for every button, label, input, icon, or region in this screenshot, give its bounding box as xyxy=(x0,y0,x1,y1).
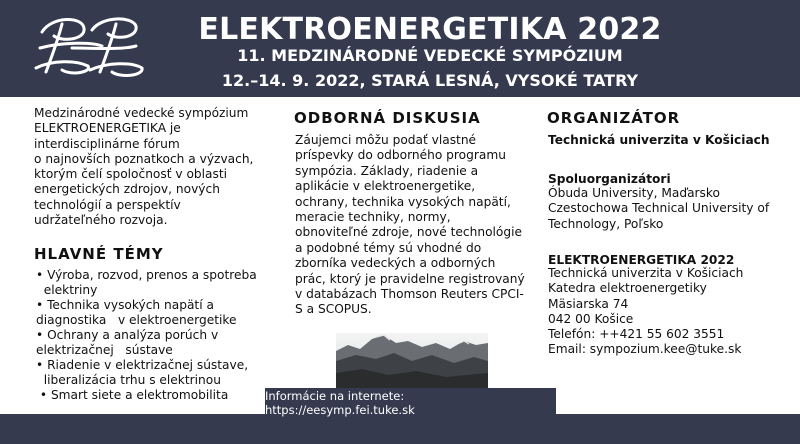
discussion-line: prác, ktorý je pravidelne registrovaný xyxy=(295,271,525,286)
list-item: • Technika vysokých napätí a diagnostika v elektroenergetike xyxy=(36,298,237,327)
discussion-line: S a SCOPUS. xyxy=(295,302,372,317)
mountain-photo xyxy=(336,333,488,389)
intro-line: ELEKTROENERGETIKA je xyxy=(34,121,181,136)
list-item: • Ochrany a analýza porúch v elektrizačnej sústave xyxy=(36,328,219,357)
website-info[interactable]: Informácie na internete: https://eesymp.fei.tuke.sk xyxy=(265,388,556,418)
footer-bar xyxy=(0,414,800,444)
intro-paragraph xyxy=(34,106,274,228)
discussion-line: sympózia. Základy, riadenie a xyxy=(295,163,479,178)
discussion-line: Záujemci môžu podať vlastné xyxy=(295,133,477,147)
discussion-line: príspevky do odborného programu xyxy=(295,148,506,163)
intro-line: technológií a perspektív xyxy=(34,197,181,212)
list-item: • Riadenie v elektrizačnej sústave, liberalizácia trhu s elektrinou xyxy=(36,358,249,387)
topics-heading: HLAVNÉ TÉMY xyxy=(34,245,164,263)
discussion-line: ochrany, technika vysokých napätí, xyxy=(295,194,511,209)
contact-block xyxy=(548,266,788,358)
contact-line: Technická univerzita v Košiciach xyxy=(548,266,744,280)
discussion-heading: ODBORNÁ DISKUSIA xyxy=(294,109,481,127)
date-location: 12.–14. 9. 2022, STARÁ LESNÁ, VYSOKÉ TATRY xyxy=(221,71,639,90)
contact-line: Katedra elektroenergetiky xyxy=(548,281,707,296)
organizer-heading: ORGANIZÁTOR xyxy=(547,109,681,127)
discussion-line: obnoviteľné zdroje, nové technológie xyxy=(295,225,522,240)
intro-line: o najnovších poznatkoch a výzvach, xyxy=(34,151,254,166)
header-banner xyxy=(0,0,800,97)
list-item: • Výroba, rozvod, prenos a spotreba elektriny xyxy=(36,268,257,297)
intro-line: interdisciplinárne fórum xyxy=(34,136,180,151)
co-organizer-line: Czestochowa Technical University of xyxy=(548,201,770,216)
discussion-line: aplikácie v elektroenergetike, xyxy=(295,179,476,194)
intro-line: ktorým čelí spoločnosť v oblasti xyxy=(34,167,228,182)
page-title: ELEKTROENERGETIKA 2022 xyxy=(198,12,662,47)
contact-line: Mäsiarska 74 xyxy=(548,296,629,311)
discussion-line: zborníka vedeckých a odborných xyxy=(295,256,496,271)
symposium-subtitle: 11. MEDZINÁRODNÉ VEDECKÉ SYMPÓZIUM xyxy=(237,46,623,65)
contact-phone: Telefón: ++421 55 602 3551 xyxy=(548,327,725,342)
co-organizer-line: Technology, Poľsko xyxy=(548,216,664,231)
contact-line: 042 00 Košice xyxy=(548,311,634,326)
contact-email[interactable]: Email: sympozium.kee@tuke.sk xyxy=(548,342,742,357)
discussion-paragraph xyxy=(295,133,525,318)
discussion-line: v databázach Thomson Reuters CPCI- xyxy=(295,287,524,302)
discussion-line: a podobné témy sú vhodné do xyxy=(295,240,482,255)
contact-heading: ELEKTROENERGETIKA 2022 xyxy=(548,253,735,267)
co-organizer-line: Óbuda University, Maďarsko xyxy=(548,186,720,200)
discussion-line: meracie techniky, normy, xyxy=(295,210,451,225)
co-organizers-heading: Spoluorganizátori xyxy=(548,172,671,186)
intro-line: energetických zdrojov, nových xyxy=(34,182,220,197)
list-item: • Smart siete a elektromobilita xyxy=(36,388,229,402)
co-organizers-list xyxy=(548,186,778,232)
ee-logo-icon xyxy=(32,12,148,80)
intro-line: udržateľného rozvoja. xyxy=(34,213,168,228)
intro-line: Medzinárodné vedecké sympózium xyxy=(34,106,249,120)
organizer-name: Technická univerzita v Košiciach xyxy=(548,133,770,147)
topics-list xyxy=(36,268,276,403)
